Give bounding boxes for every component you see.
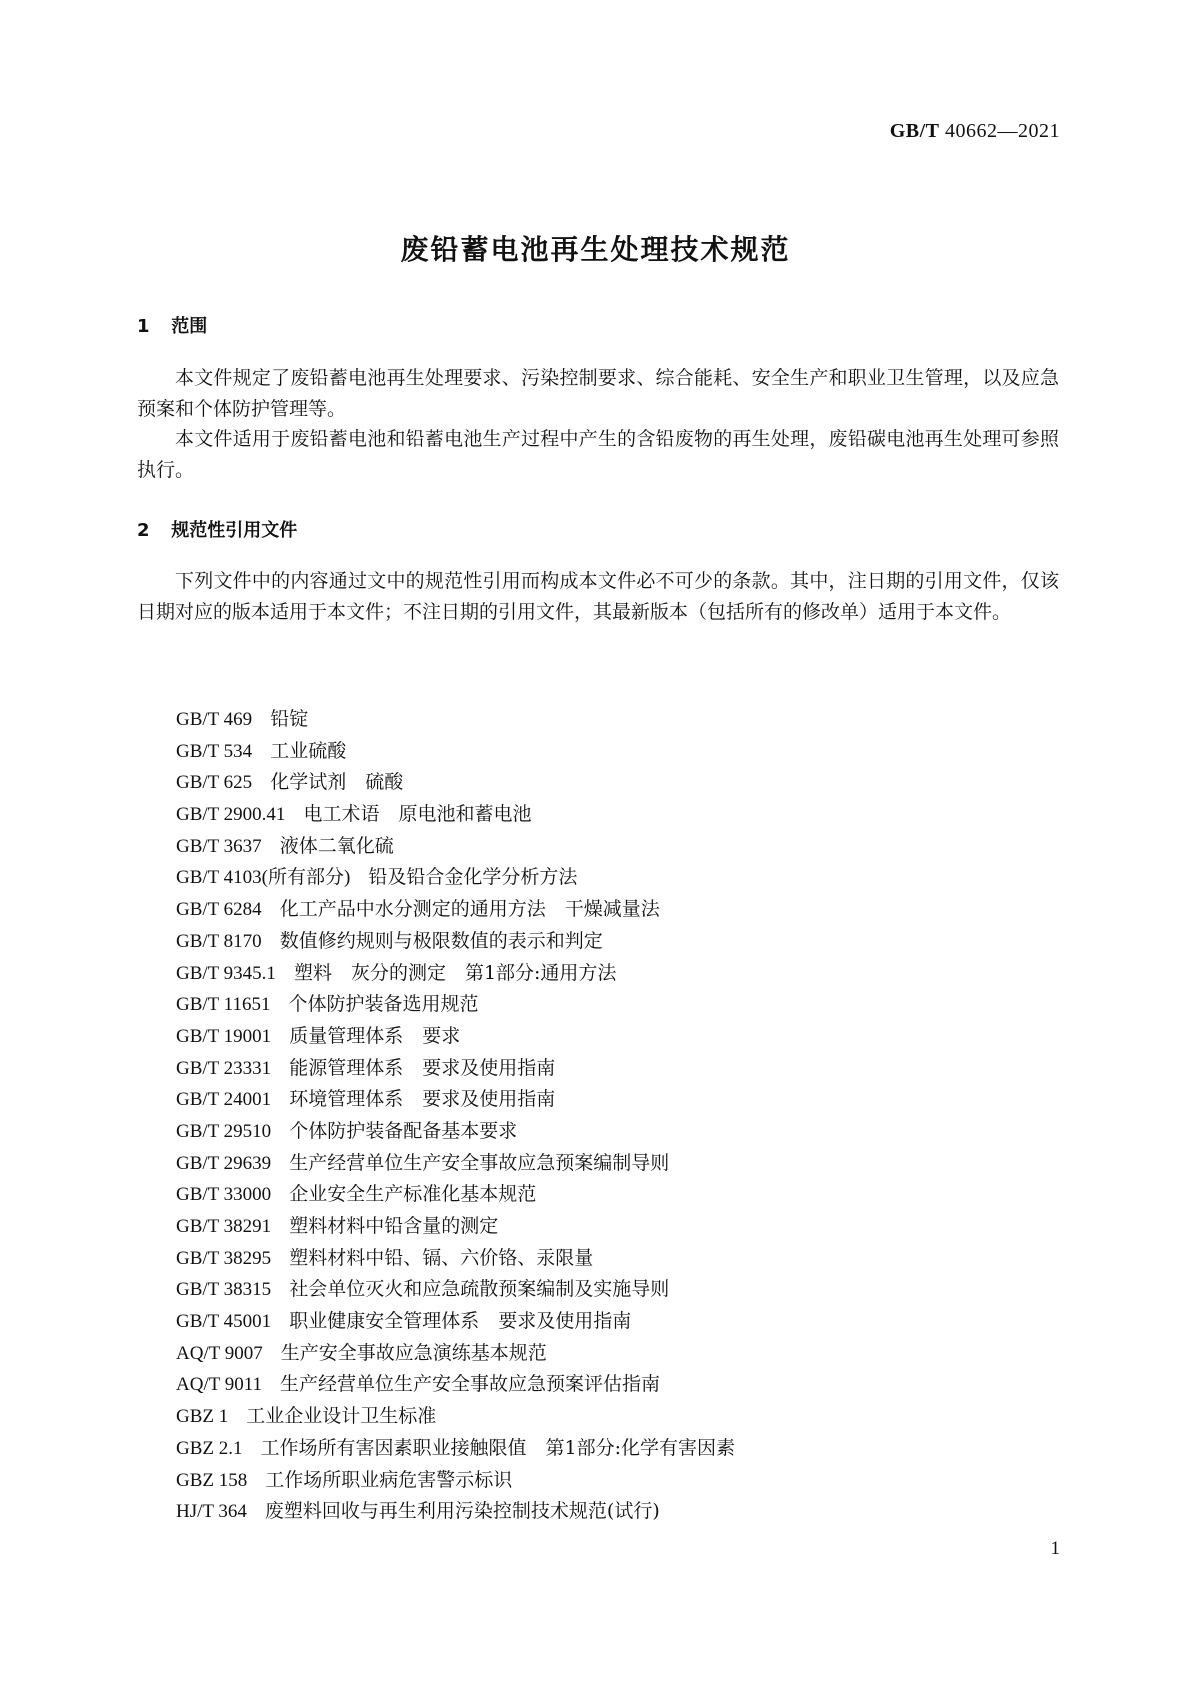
reference-code: GBZ 1 (176, 1406, 229, 1428)
reference-code: GB/T 9345.1 (176, 962, 276, 984)
scope-paragraph-2: 本文件适用于废铅蓄电池和铅蓄电池生产过程中产生的含铅废物的再生处理，废铅碳电池再生处理可参照执行。 (137, 428, 1059, 481)
reference-code: GB/T 2900.41 (176, 804, 286, 826)
reference-title: 工业硫酸 (270, 739, 347, 762)
reference-code: GB/T 625 (176, 772, 253, 794)
reference-code: GB/T 4103(所有部分) (176, 867, 351, 889)
reference-title: 社会单位灭火和应急疏散预案编制及实施导则 (289, 1278, 670, 1301)
reference-item (176, 736, 735, 768)
reference-title: 个体防护装备选用规范 (288, 993, 479, 1016)
reference-item (176, 831, 735, 863)
reference-item (176, 894, 735, 926)
reference-code: AQ/T 9007 (176, 1342, 263, 1364)
reference-title: 质量管理体系 要求 (289, 1024, 461, 1047)
reference-title: 环境管理体系 要求及使用指南 (289, 1088, 556, 1111)
reference-title: 工业企业设计卫生标准 (246, 1405, 437, 1428)
reference-code: GB/T 23331 (176, 1057, 272, 1079)
reference-item (176, 926, 735, 958)
section-heading-scope (137, 312, 207, 338)
reference-code: GB/T 38315 (176, 1279, 272, 1301)
section-heading-normative-references (137, 516, 297, 542)
reference-code: GB/T 24001 (176, 1089, 272, 1111)
section-number: 2 (137, 520, 150, 541)
reference-code: AQ/T 9011 (176, 1374, 263, 1396)
document-code (890, 120, 1060, 143)
document-code-number: 40662—2021 (945, 120, 1060, 142)
reference-list (176, 704, 735, 1528)
reference-code: GB/T 11651 (176, 994, 271, 1016)
reference-item (176, 1084, 735, 1116)
reference-item (176, 1306, 735, 1338)
reference-item (176, 799, 735, 831)
reference-item (176, 1274, 735, 1306)
reference-code: GB/T 534 (176, 740, 253, 762)
reference-title: 生产经营单位生产安全事故应急预案编制导则 (289, 1151, 670, 1174)
reference-code: GB/T 8170 (176, 930, 262, 952)
reference-title: 铅锭 (270, 708, 309, 730)
reference-code: GB/T 29510 (176, 1120, 272, 1142)
reference-item (176, 1338, 735, 1370)
page-number: 1 (1050, 1538, 1060, 1559)
reference-code: GB/T 6284 (176, 899, 262, 921)
reference-title: 能源管理体系 要求及使用指南 (289, 1056, 556, 1079)
reference-title: 工作场所职业病危害警示标识 (265, 1468, 513, 1491)
reference-title: 化学试剂 硫酸 (270, 771, 404, 794)
document-code-prefix: GB/T (889, 120, 940, 142)
reference-title: 生产经营单位生产安全事故应急预案评估指南 (280, 1373, 661, 1396)
reference-item (176, 1433, 735, 1465)
reference-title: 塑料材料中铅含量的测定 (289, 1215, 499, 1237)
reference-item (176, 767, 735, 799)
reference-title: 企业安全生产标准化基本规范 (289, 1183, 537, 1206)
document-title: 废铅蓄电池再生处理技术规范 (400, 233, 791, 266)
reference-item (176, 1496, 735, 1528)
reference-item (176, 1369, 735, 1401)
reference-item (176, 1211, 735, 1243)
reference-title: 塑料 灰分的测定 第1部分:通用方法 (293, 961, 617, 984)
reference-code: GB/T 3637 (176, 835, 262, 857)
reference-code: GB/T 29639 (176, 1152, 272, 1174)
reference-title: 塑料材料中铅、镉、六价铬、汞限量 (289, 1246, 594, 1269)
reference-title: 铅及铅合金化学分析方法 (368, 866, 578, 889)
reference-item (176, 1053, 735, 1085)
reference-item (176, 989, 735, 1021)
references-intro-paragraph: 下列文件中的内容通过文中的规范性引用而构成本文件必不可少的条款。其中，注日期的引用文件，仅该日期对应的版本适用于本文件；不注日期的引用文件，其最新版本（包括所有的修改单）适用于本文件。 (137, 570, 1059, 623)
reference-code: GB/T 33000 (176, 1184, 272, 1206)
reference-code: GB/T 38295 (176, 1247, 272, 1269)
reference-title: 工作场所有害因素职业接触限值 第1部分:化学有害因素 (260, 1436, 735, 1459)
section-number: 1 (137, 316, 150, 337)
scope-paragraph-1: 本文件规定了废铅蓄电池再生处理要求、污染控制要求、综合能耗、安全生产和职业卫生管理，以及应急预案和个体防护管理等。 (137, 367, 1059, 420)
reference-code: GB/T 38291 (176, 1216, 272, 1237)
reference-title: 职业健康安全管理体系 要求及使用指南 (289, 1310, 632, 1333)
reference-title: 电工术语 原电池和蓄电池 (303, 803, 532, 826)
reference-item (176, 704, 735, 736)
reference-code: HJ/T 364 (176, 1501, 247, 1523)
reference-item (176, 1148, 735, 1180)
section-title: 范围 (171, 316, 208, 337)
reference-code: GB/T 45001 (176, 1311, 272, 1333)
reference-item (176, 1243, 735, 1275)
reference-item (176, 1465, 735, 1497)
reference-code: GB/T 19001 (176, 1025, 272, 1047)
reference-item (176, 958, 735, 990)
reference-item (176, 1021, 735, 1053)
section-title: 规范性引用文件 (171, 520, 298, 541)
reference-item (176, 862, 735, 894)
reference-title: 个体防护装备配备基本要求 (289, 1119, 518, 1142)
reference-title: 废塑料回收与再生利用污染控制技术规范(试行) (264, 1500, 660, 1523)
reference-title: 生产安全事故应急演练基本规范 (280, 1341, 547, 1364)
reference-code: GB/T 469 (176, 709, 253, 730)
reference-title: 数值修约规则与极限数值的表示和判定 (279, 929, 603, 952)
reference-item (176, 1401, 735, 1433)
reference-code: GBZ 2.1 (176, 1437, 243, 1459)
reference-title: 液体二氧化硫 (279, 834, 394, 857)
reference-code: GBZ 158 (176, 1469, 248, 1491)
reference-item (176, 1116, 735, 1148)
reference-title: 化工产品中水分测定的通用方法 干燥减量法 (279, 898, 660, 921)
reference-item (176, 1179, 735, 1211)
